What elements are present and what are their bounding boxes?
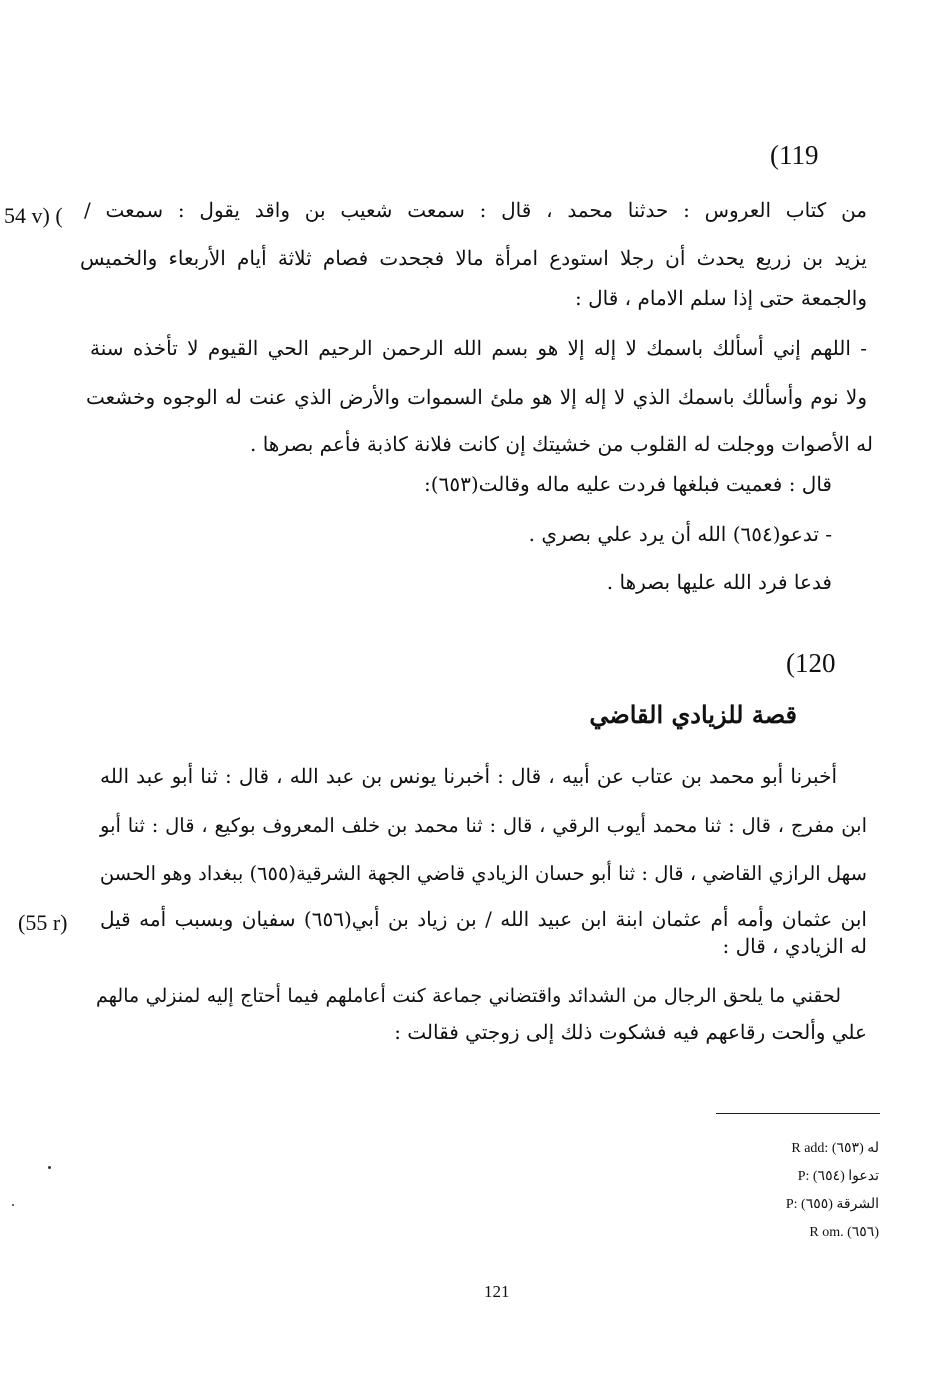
scan-speck [48,1166,51,1169]
text-line: لحقني ما يلحق الرجال من الشدائد واقتضاني جماعة كنت أعاملهم فيما أحتاج إليه لمنزلي مالهم [96,985,841,1007]
text-line: سهل الرازي القاضي ، قال : ثنا أبو حسان الزيادي قاضي الجهة الشرقية(٦٥٥) ببغداد وهو الحسن [99,862,867,885]
footnote-653: R add: له (٦٥٣) [791,1141,879,1156]
page-number: 121 [484,1282,510,1301]
text-line: أخبرنا أبو محمد بن عتاب عن أبيه ، قال : أخبرنا يونس بن عبد الله ، قال : ثنا أبو عبد الله [100,764,837,788]
text-line: قال : فعميت فبلغها فردت عليه ماله وقالت(٦٥٣): [424,472,832,496]
margin-reference-54v: 54 v) ( [4,203,63,228]
footnote-656: R om. (٦٥٦) [809,1225,879,1240]
text-line: ابن مفرج ، قال : ثنا محمد أيوب الرقي ، قال : ثنا محمد بن خلف المعروف بوكيع ، قال : ثنا أبو [100,814,867,837]
footnote-654: P: تدعوا (٦٥٤) [797,1169,879,1184]
footnote-655: P: الشرقة (٦٥٥) [785,1197,879,1212]
scan-speck [12,1204,14,1206]
text-line: - تدعو(٦٥٤) الله أن يرد علي بصري . [528,522,832,546]
margin-reference-55r: (55 r) [18,910,68,935]
text-line: له الزيادي ، قال : [722,934,867,958]
text-line: فدعا فرد الله عليها بصرها . [606,570,832,594]
text-line: ولا نوم وأسألك باسمك الذي لا إله إلا هو ملئ السموات والأرض الذي عنت له الوجوه وخشعت [86,385,867,409]
section-number-119: (119 [770,140,819,170]
text-line: من كتاب العروس : حدثنا محمد ، قال : سمعت شعيب بن واقد يقول : سمعت / [84,198,867,222]
text-line: ابن عثمان وأمه أم عثمان ابنة ابن عبيد الله / بن زياد بن أبي(٦٥٦) سفيان وبسبب أمه قيل [100,907,867,931]
footnote-rule [716,1113,880,1114]
text-line: يزيد بن زريع يحدث أن رجلا استودع امرأة مالا فجحدت فصام ثلاثة أيام الأربعاء والخميس [80,246,867,270]
text-line: علي وألحت رقاعهم فيه فشكوت ذلك إلى زوجتي فقالت : [394,1020,867,1044]
section-heading: قصة للزيادي القاضي [589,700,797,729]
section-number-120: (120 [786,648,836,678]
text-line: - اللهم إني أسألك باسمك لا إله إلا هو بسم الله الرحمن الرحيم الحي القيوم لا تأخذه سنة [90,336,867,360]
text-line: له الأصوات ووجلت له القلوب من خشيتك إن كانت فلانة كاذبة فأعم بصرها . [250,432,873,456]
text-line: والجمعة حتى إذا سلم الامام ، قال : [575,286,867,310]
